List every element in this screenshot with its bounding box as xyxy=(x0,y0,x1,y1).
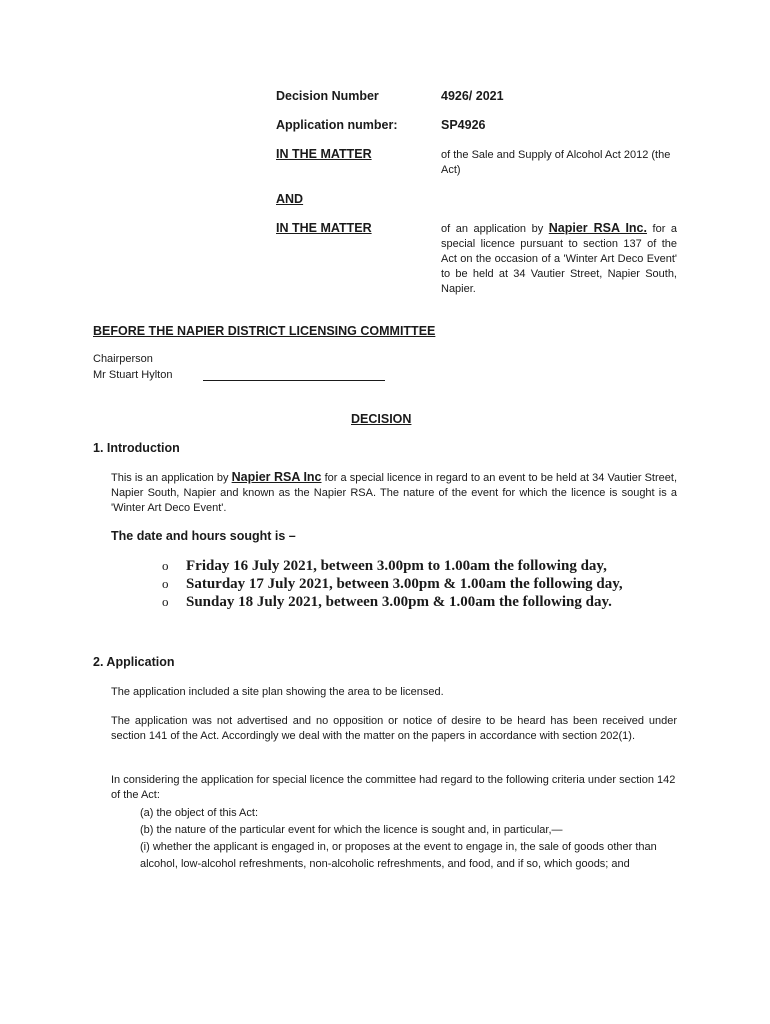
date-item xyxy=(162,575,702,593)
date-text: Friday 16 July 2021, between 3.00pm to 1.00am the following day, xyxy=(186,558,607,574)
decision-number-value: 4926/ 2021 xyxy=(441,89,504,103)
bullet: o xyxy=(162,594,169,609)
matter1-text: of the Sale and Supply of Alcohol Act 2012 (the Act) xyxy=(441,149,671,176)
chair-role: Chairperson xyxy=(93,353,153,365)
application-number-label: Application number: xyxy=(276,118,398,132)
intro-paragraph xyxy=(111,470,677,516)
bullet: o xyxy=(162,558,169,573)
criteria-list xyxy=(140,805,680,873)
dates-heading: The date and hours sought is – xyxy=(111,529,296,543)
intro-post: for a special licence in regard to an event to be held at 34 Vautier Street, Napier South, Napier and known as the Napier RSA. The nature of the event for which the licence is sought is a 'Winter Art Deco Event'. xyxy=(111,472,678,514)
application-paragraph-3: In considering the application for special licence the committee had regard to the following criteria under section 142 of the Act: xyxy=(111,774,676,801)
intro-applicant: Napier RSA Inc xyxy=(231,470,322,484)
criteria-a: (a) the object of this Act: xyxy=(140,807,259,819)
and-label: AND xyxy=(276,192,304,206)
date-item xyxy=(162,593,702,611)
matter2-post: for a special licence pursuant to section 137 of the Act on the occasion of a 'Winter Art Deco Event' to be held at 34 Vautier Street, Napier South, Napier. xyxy=(441,223,677,295)
criteria-i: (i) whether the applicant is engaged in, or proposes at the event to engage in, the sale of goods other than alcohol, low-alcohol refreshments, non-alcoholic refreshments, and food, and if so, which goods; and xyxy=(140,841,657,870)
matter2-pre: of an application by xyxy=(441,223,544,235)
date-item xyxy=(162,557,702,575)
matter2-text xyxy=(441,221,677,297)
decision-title: DECISION xyxy=(351,412,412,426)
application-heading: 2. Application xyxy=(93,655,175,669)
matter1-label: IN THE MATTER xyxy=(276,147,372,161)
criteria-b: (b) the nature of the particular event for which the licence is sought and, in particular,— xyxy=(140,824,563,836)
application-number-value: SP4926 xyxy=(441,118,486,132)
matter2-label: IN THE MATTER xyxy=(276,221,372,235)
signature-line xyxy=(203,380,385,381)
intro-pre: This is an application by xyxy=(111,472,229,484)
intro-heading: 1. Introduction xyxy=(93,441,180,455)
date-text: Saturday 17 July 2021, between 3.00pm & 1.00am the following day, xyxy=(186,576,623,592)
dates-list xyxy=(162,557,702,611)
application-paragraph-2: The application was not advertised and no opposition or notice of desire to be heard has been received under section 141 of the Act. Accordingly we deal with the matter on the papers in accordance with section 202(1). xyxy=(111,715,677,742)
committee-heading: BEFORE THE NAPIER DISTRICT LICENSING COMMITTEE xyxy=(93,324,436,338)
decision-number-label: Decision Number xyxy=(276,89,379,103)
chair-name: Mr Stuart Hylton xyxy=(93,369,173,381)
date-text: Sunday 18 July 2021, between 3.00pm & 1.00am the following day. xyxy=(186,594,612,610)
matter2-applicant: Napier RSA Inc. xyxy=(548,221,647,235)
application-paragraph-1: The application included a site plan showing the area to be licensed. xyxy=(111,686,444,698)
bullet: o xyxy=(162,576,169,591)
